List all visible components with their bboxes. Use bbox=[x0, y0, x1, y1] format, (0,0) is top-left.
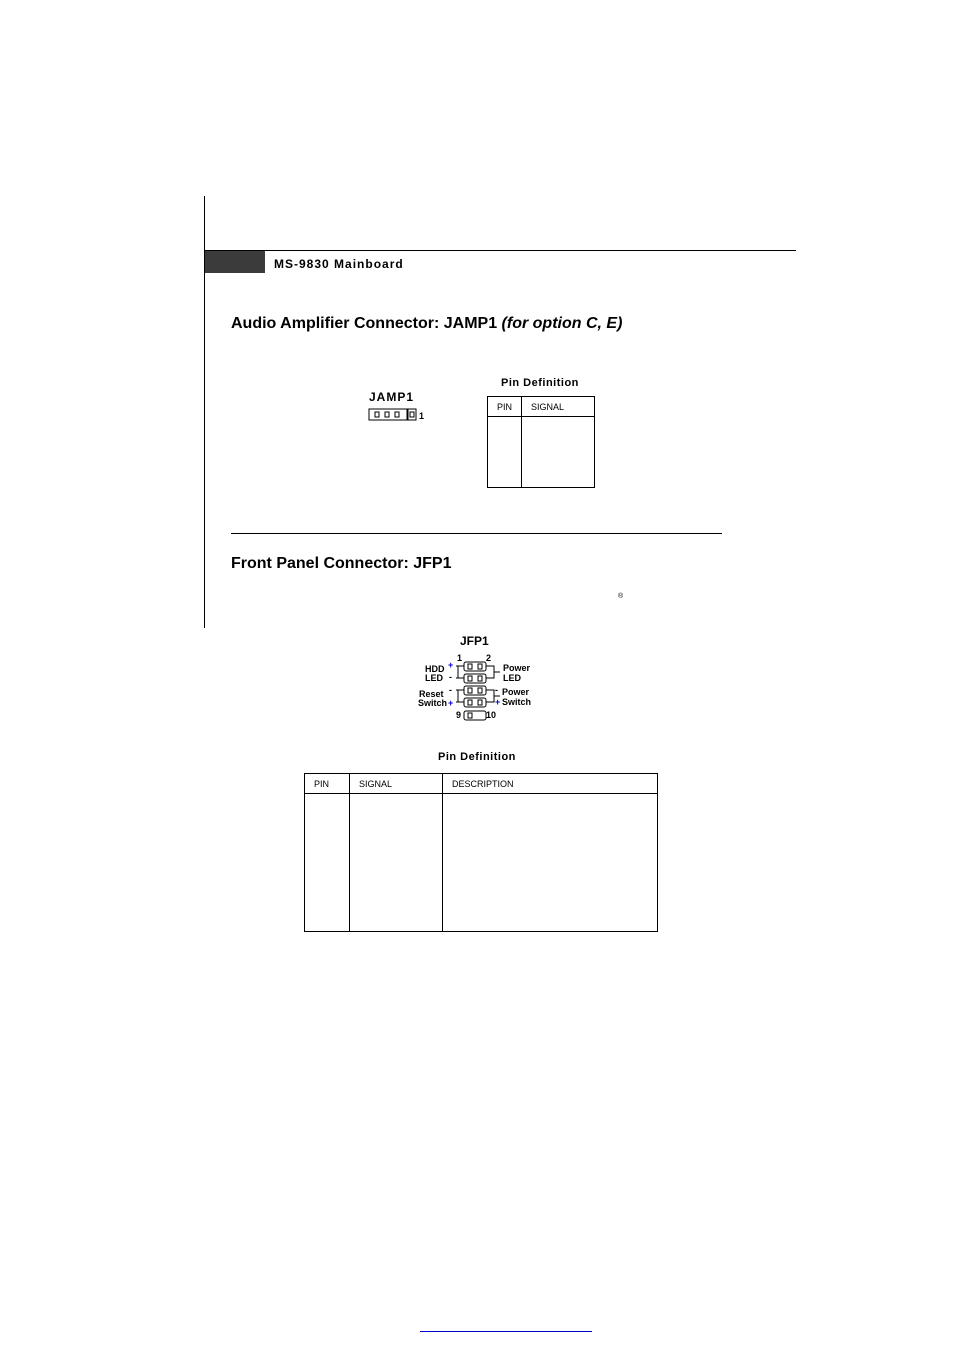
jamp1-pin bbox=[375, 412, 379, 417]
jfp1-pin-pair-7-8 bbox=[464, 698, 486, 707]
power-led-sub-label: LED bbox=[503, 673, 521, 683]
hdd-led-label: LED bbox=[425, 673, 443, 683]
jfp1-pin-table bbox=[304, 773, 658, 932]
jfp1-pin-pair-9-10 bbox=[464, 711, 486, 720]
jamp1-pin-table bbox=[487, 396, 595, 488]
reset-switch-bracket bbox=[456, 690, 464, 702]
jamp1-pin bbox=[385, 412, 389, 417]
jfp1-pin bbox=[478, 676, 482, 681]
jfp1-pin bbox=[468, 664, 472, 669]
column-header-description: DESCRIPTION bbox=[443, 774, 658, 794]
column-header-signal: SIGNAL bbox=[522, 397, 595, 417]
jfp1-diagram-label: JFP1 bbox=[460, 634, 489, 648]
column-header-pin: PIN bbox=[488, 397, 522, 417]
jamp1-connector-diagram bbox=[366, 406, 436, 424]
power-switch-sub-label: Switch bbox=[502, 697, 532, 707]
section-title-option: (for option C, E) bbox=[501, 315, 623, 332]
power-switch-minus-sign: - bbox=[495, 685, 498, 695]
jfp1-pin-10-label: 10 bbox=[486, 710, 497, 720]
jfp1-pin bbox=[468, 713, 472, 718]
jfp1-pin-1-label: 1 bbox=[457, 653, 463, 663]
section-divider bbox=[231, 533, 722, 534]
jamp1-pin bbox=[395, 412, 399, 417]
hdd-led-bracket bbox=[458, 666, 464, 678]
power-switch-label: Power bbox=[502, 687, 530, 697]
jamp1-diagram-label: JAMP1 bbox=[369, 390, 415, 404]
power-led-bracket bbox=[486, 666, 500, 678]
section-title-front-panel: Front Panel Connector: JFP1 bbox=[231, 555, 452, 572]
column-header-pin: PIN bbox=[305, 774, 350, 794]
section-title-text: Audio Amplifier Connector: JAMP1 bbox=[231, 315, 498, 332]
hdd-minus-sign: - bbox=[449, 672, 452, 682]
jfp1-connector-diagram bbox=[410, 650, 550, 724]
reset-plus-sign: + bbox=[448, 698, 454, 708]
section-title-audio-amplifier bbox=[231, 315, 622, 333]
column-header-signal: SIGNAL bbox=[350, 774, 443, 794]
jfp1-pin bbox=[478, 688, 482, 693]
jamp1-pin1-box bbox=[408, 409, 416, 420]
power-switch-plus-sign: + bbox=[495, 697, 501, 707]
jfp1-pin-2-label: 2 bbox=[486, 653, 492, 663]
table-header-row bbox=[305, 774, 658, 794]
jfp1-pin-pair-1-2 bbox=[464, 662, 486, 671]
hdd-plus-sign: + bbox=[448, 660, 454, 670]
jfp1-pin-pair-3-4 bbox=[464, 674, 486, 683]
header-title: MS-9830 Mainboard bbox=[274, 257, 404, 271]
jamp1-pin-definition-caption: Pin Definition bbox=[501, 377, 579, 389]
hdd-label: HDD bbox=[425, 664, 445, 674]
reset-minus-sign: - bbox=[449, 685, 452, 695]
reset-switch-label: Switch bbox=[418, 698, 448, 708]
header-rule bbox=[205, 250, 796, 251]
jfp1-pin bbox=[468, 688, 472, 693]
table-row bbox=[305, 794, 658, 932]
jfp1-pin-definition-caption: Pin Definition bbox=[438, 751, 516, 763]
jfp1-pin bbox=[468, 676, 472, 681]
jfp1-pin bbox=[478, 664, 482, 669]
footer-link-underline[interactable] bbox=[420, 1331, 592, 1332]
jfp1-pin-9-label: 9 bbox=[456, 710, 462, 720]
table-header-row bbox=[488, 397, 595, 417]
reset-label: Reset bbox=[419, 689, 444, 699]
header-block bbox=[205, 251, 265, 273]
table-row bbox=[488, 417, 595, 488]
jfp1-pin bbox=[478, 700, 482, 705]
jfp1-pin bbox=[468, 700, 472, 705]
registered-mark: ® bbox=[618, 593, 624, 600]
jamp1-pin bbox=[410, 412, 414, 417]
power-led-label: Power bbox=[503, 663, 531, 673]
jfp1-pin-pair-5-6 bbox=[464, 686, 486, 695]
jamp1-pin-one-label: 1 bbox=[419, 411, 425, 421]
